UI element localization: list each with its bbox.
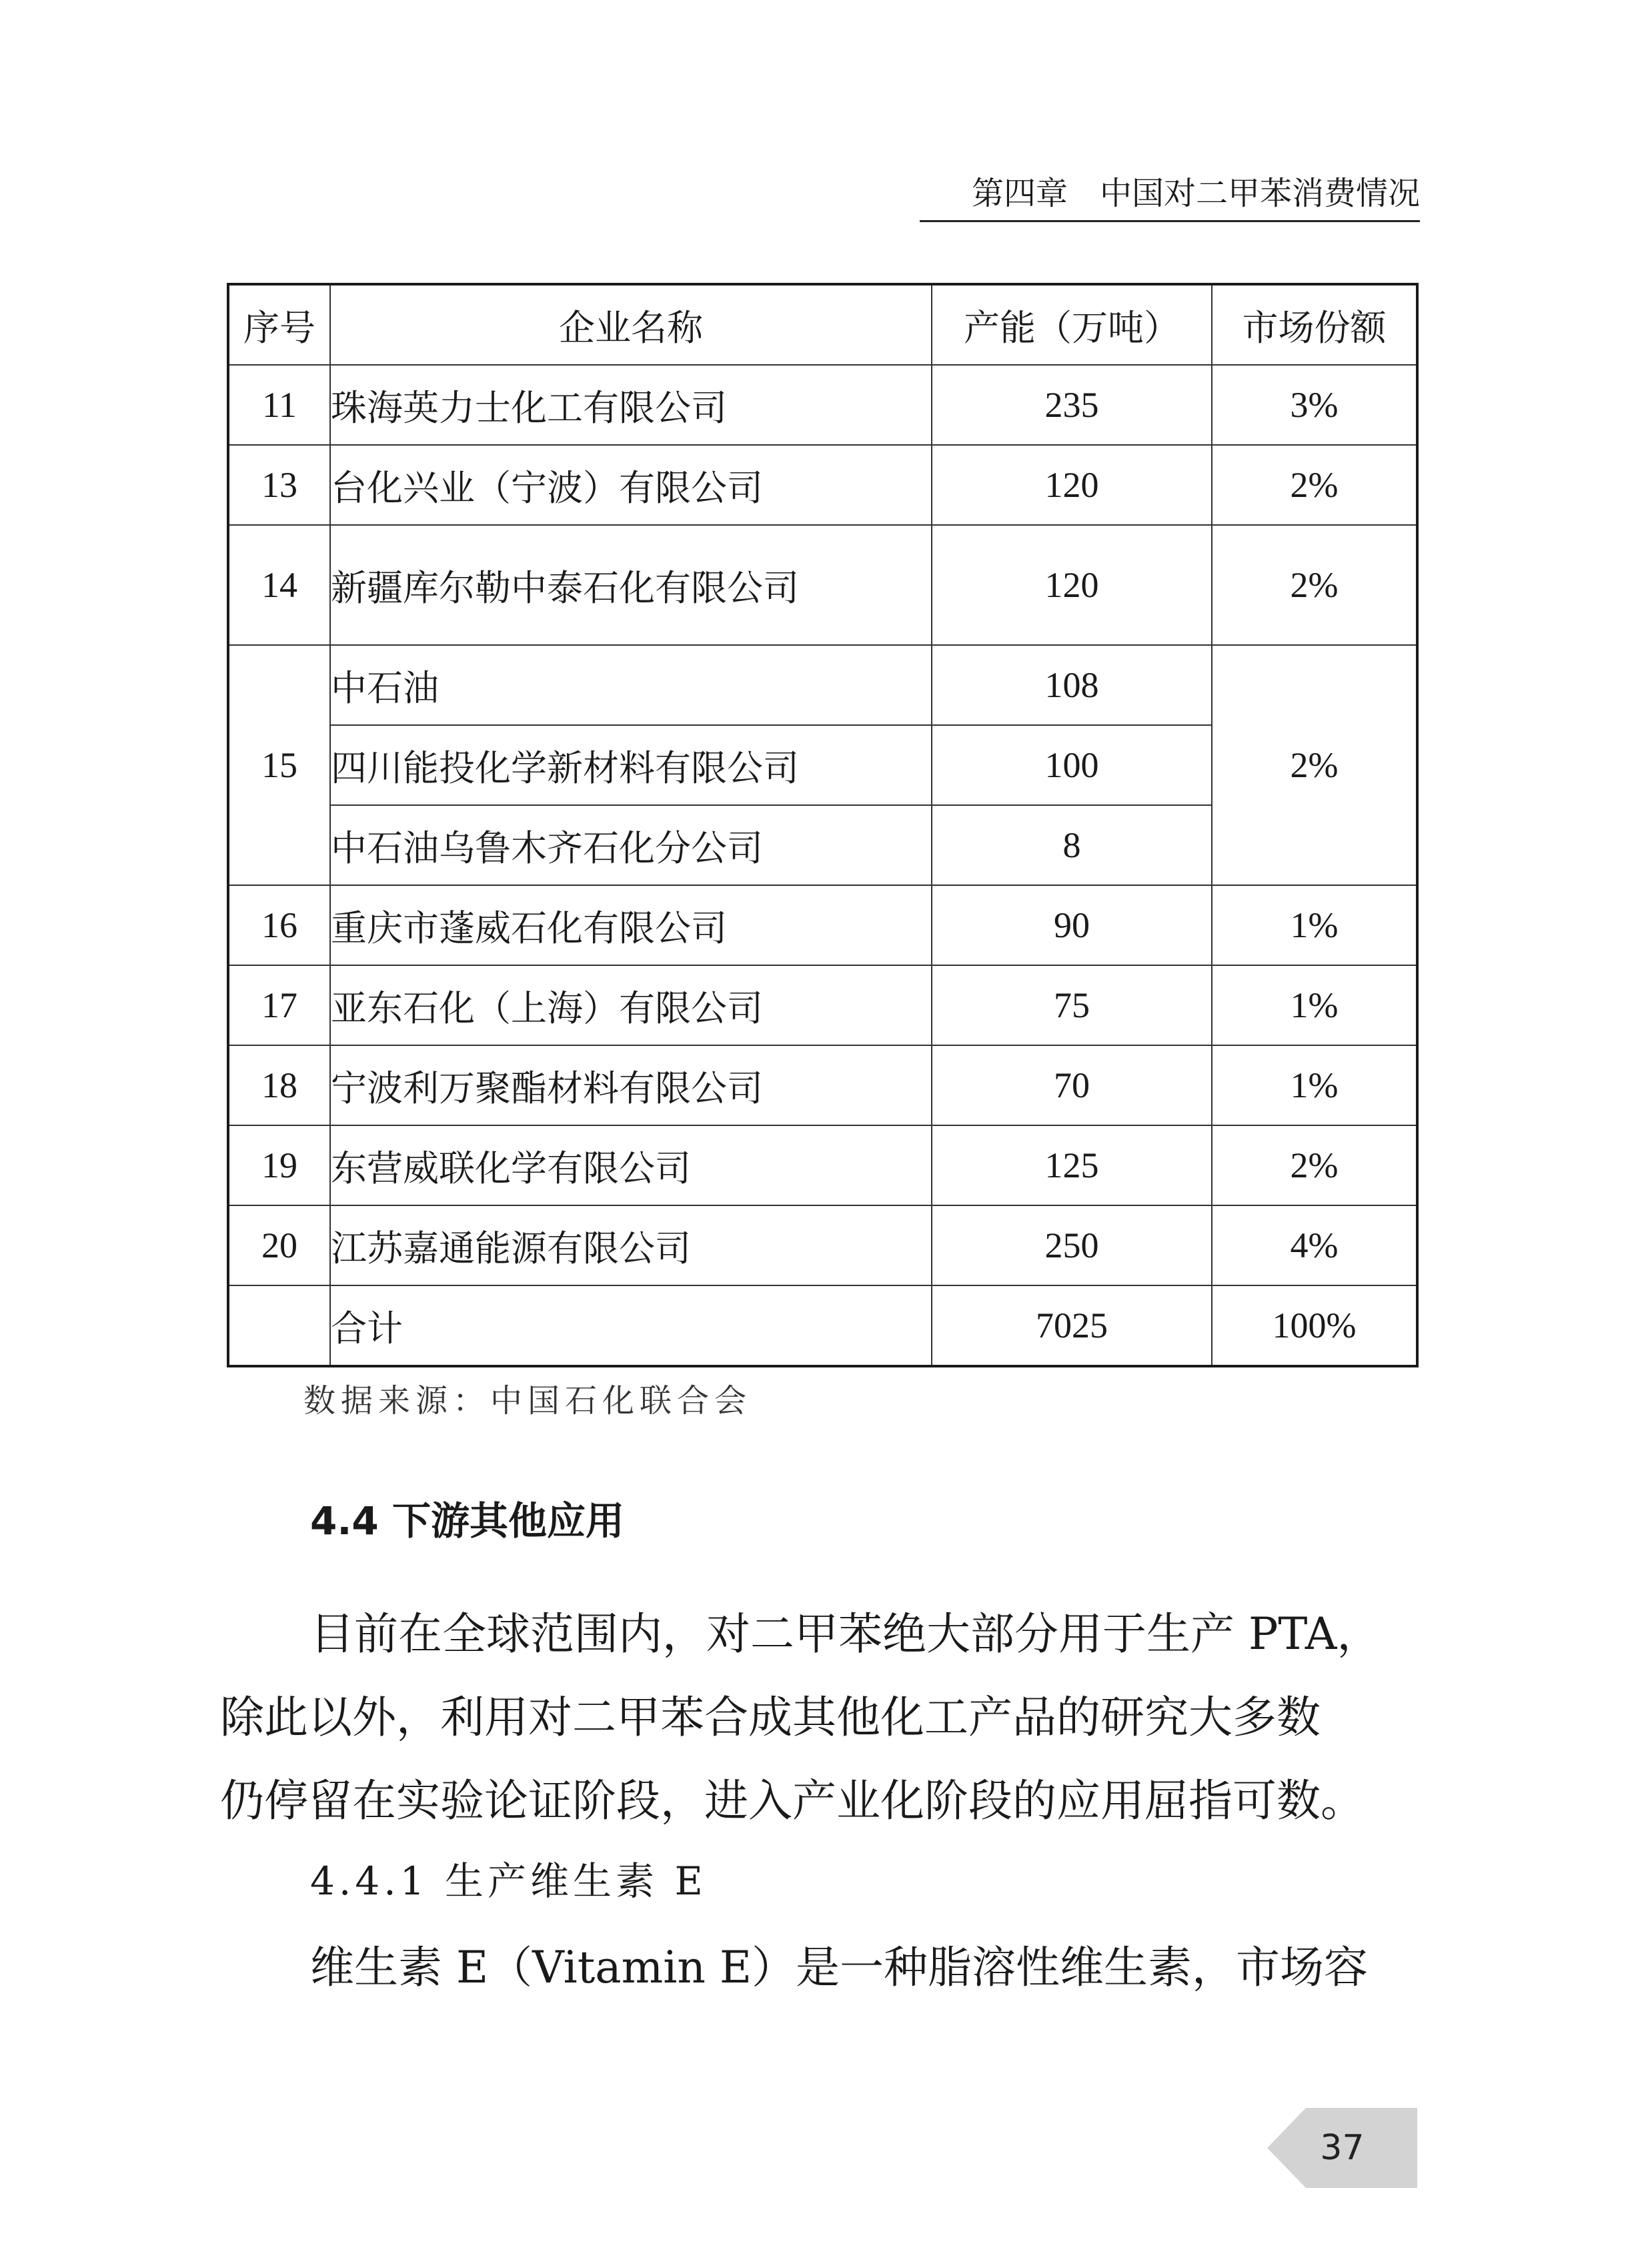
row-company: 亚东石化（上海）有限公司 [330, 965, 932, 1045]
table-row [228, 965, 1417, 1045]
total-label: 合计 [330, 1285, 932, 1366]
row-no: 13 [228, 445, 330, 525]
row-no [228, 1285, 330, 1366]
row-company: 中石油乌鲁木齐石化分公司 [330, 805, 932, 885]
table-row [228, 1045, 1417, 1125]
row-no: 17 [228, 965, 330, 1045]
table-row [228, 1125, 1417, 1205]
row-share: 2% [1212, 1125, 1417, 1205]
row-share: 2% [1212, 445, 1417, 525]
row-capacity: 250 [932, 1205, 1212, 1285]
total-row [228, 1285, 1417, 1366]
row-share: 1% [1212, 885, 1417, 965]
page-number: 37 [1320, 2128, 1365, 2168]
running-header: 第四章 中国对二甲苯消费情况 [920, 167, 1420, 222]
row-company: 台化兴业（宁波）有限公司 [330, 445, 932, 525]
row-company: 新疆库尔勒中泰石化有限公司 [330, 525, 932, 645]
row-share: 1% [1212, 1045, 1417, 1125]
row-no: 11 [228, 365, 330, 445]
section-heading: 4.4 下游其他应用 [310, 1498, 624, 1544]
row-capacity: 235 [932, 365, 1212, 445]
paragraph-line: 仍停留在实验论证阶段，进入产业化阶段的应用屈指可数。 [220, 1775, 1365, 1826]
total-capacity: 7025 [932, 1285, 1212, 1366]
header-no: 序号 [228, 284, 330, 365]
subsection-heading: 4.4.1 生产维生素 E [310, 1858, 707, 1904]
header-share: 市场份额 [1212, 284, 1417, 365]
row-no: 16 [228, 885, 330, 965]
row-share: 3% [1212, 365, 1417, 445]
row-no: 20 [228, 1205, 330, 1285]
paragraph-line: 除此以外，利用对二甲苯合成其他化工产品的研究大多数 [220, 1692, 1321, 1743]
row-company: 江苏嘉通能源有限公司 [330, 1205, 932, 1285]
capacity-table [227, 283, 1419, 1367]
row-capacity: 108 [932, 645, 1212, 725]
row-capacity: 75 [932, 965, 1212, 1045]
row-capacity: 125 [932, 1125, 1212, 1205]
row-capacity: 120 [932, 525, 1212, 645]
row-capacity: 120 [932, 445, 1212, 525]
row-capacity: 90 [932, 885, 1212, 965]
total-share: 100% [1212, 1285, 1417, 1366]
paragraph-line: 维生素 E（Vitamin E）是一种脂溶性维生素，市场容 [310, 1942, 1368, 1993]
table-header-row [228, 284, 1417, 365]
source-note: 数据来源：中国石化联合会 [303, 1382, 752, 1420]
row-capacity: 70 [932, 1045, 1212, 1125]
row-share: 2% [1212, 525, 1417, 645]
row-company: 宁波利万聚酯材料有限公司 [330, 1045, 932, 1125]
row-capacity: 8 [932, 805, 1212, 885]
table-row [228, 525, 1417, 645]
row-capacity: 100 [932, 725, 1212, 805]
row-company: 珠海英力士化工有限公司 [330, 365, 932, 445]
header-capacity: 产能（万吨） [932, 284, 1212, 365]
table-row [228, 1205, 1417, 1285]
row-no: 18 [228, 1045, 330, 1125]
row-share: 4% [1212, 1205, 1417, 1285]
row-no: 14 [228, 525, 330, 645]
row-company: 东营威联化学有限公司 [330, 1125, 932, 1205]
table-row [228, 885, 1417, 965]
table-row [228, 645, 1417, 725]
paragraph-line: 目前在全球范围内，对二甲苯绝大部分用于生产 PTA， [310, 1608, 1381, 1660]
table-row [228, 445, 1417, 525]
table-row [228, 365, 1417, 445]
row-share: 2% [1212, 645, 1417, 885]
row-company: 四川能投化学新材料有限公司 [330, 725, 932, 805]
row-company: 中石油 [330, 645, 932, 725]
row-no: 19 [228, 1125, 330, 1205]
header-company: 企业名称 [330, 284, 932, 365]
row-share: 1% [1212, 965, 1417, 1045]
row-no: 15 [228, 645, 330, 885]
row-company: 重庆市蓬威石化有限公司 [330, 885, 932, 965]
